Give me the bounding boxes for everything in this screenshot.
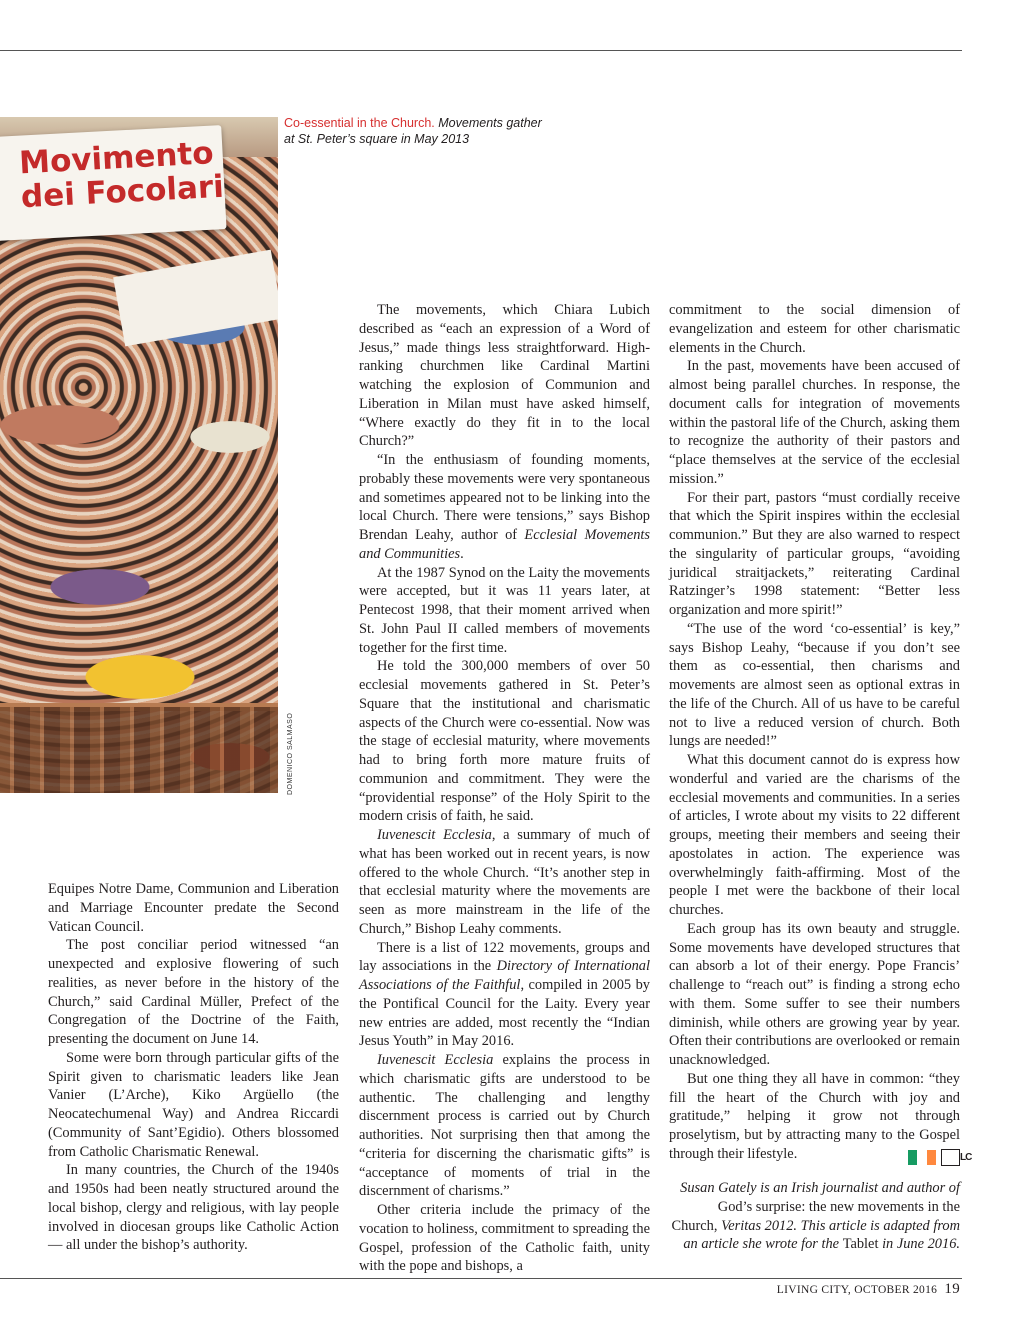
photo-caption [284, 115, 544, 147]
photo-credit: DOMENICO SALMASO [287, 712, 294, 795]
document-title: Iuvenescit Ecclesia [377, 827, 492, 843]
paragraph [359, 826, 650, 939]
photo-banner-text [18, 136, 224, 215]
flag-stripe-white [917, 1150, 926, 1165]
end-marks [890, 1148, 972, 1167]
banner-line-1: Movimento [18, 135, 215, 182]
crowd-photo [0, 117, 278, 793]
paragraph [359, 939, 650, 1052]
author-bio [669, 1179, 960, 1254]
banner-line-2: dei Focolari [20, 168, 225, 216]
irish-flag-icon [908, 1150, 936, 1165]
paragraph: He told the 300,000 members of over 50 ecclesial movements gathered in St. Peter’s Square that the institutional and charismatic aspects of the Church were co-essential. Now was the stage of ecclesial maturity, where movements had to bring forth more mature fruits of communion and commitment. They were the “providential response” of the Holy Spirit to the modern crisis of faith, he said. [359, 658, 650, 825]
directory-title: Directory of International Associations of the Faithful [359, 958, 650, 993]
paragraph-text: There is a list of 122 movements, groups and lay associations in the [359, 939, 650, 975]
page-number: 19 [944, 1281, 960, 1297]
column-1 [48, 880, 339, 1255]
paragraph-text: , compiled in 2005 by the Pontifical Council for the Laity. Every year new entries are added, most recently the “Indian Jesus Youth” in May 2016. [359, 977, 650, 1050]
paragraph: What this document cannot do is express how wonderful and varied are the charisms of the ecclesial movements and communities. In a series of articles, I wrote about my visits to 22 different groups, meeting their members and seeing their apostolates in action. The experience was overwhelmingly faith-affirming. Most of the people I met were the backbone of their local churches. [669, 752, 960, 918]
paragraph: The movements, which Chiara Lubich described as “each an expression of a Word of Jesus,” made things less straightforward. High-ranking churchmen like Cardinal Martini watching the explosion of Communion and Liberation in Milan must have asked himself, “Where exactly do they fit in to the local Church?” [359, 302, 650, 450]
caption-lead: Co-essential in the Church. [284, 116, 435, 130]
paragraph: At the 1987 Synod on the Laity the movements were accepted, but it was 11 years later, at Pentecost 1998, that their moment arrived when St. John Paul II called members of movements together for the first time. [359, 564, 650, 656]
bio-text: in June 2016. [882, 1236, 960, 1253]
paragraph: Other criteria include the primacy of the vocation to holiness, commitment to spreading the Gospel, profession of the Catholic faith, unity with the pope and bishops, a [359, 1202, 650, 1275]
bottom-rule [0, 1278, 962, 1279]
flag-stripe-orange [927, 1150, 936, 1165]
book-title: Ecclesial Movements and Communities [359, 527, 650, 562]
paragraph-text: “In the enthusiasm of founding moments, probably these movements were very spontaneous and sometimes appeared not to be linking into the local Church. There were tensions,” says Bishop Brendan Leahy, author of [359, 452, 650, 543]
paragraph: Equipes Notre Dame, Communion and Liberation and Marriage Encounter predate the Second Vatican Council. [48, 881, 339, 935]
page-footer [777, 1281, 960, 1298]
paragraph: Some were born through particular gifts of the Spirit given to charismatic leaders like Jean Vanier (L’Arche), Kiko Argüello (the Neocatechumenal Way) and Andrea Riccardi (Community of Sant’Egidio). Others blossomed from Catholic Charismatic Renewal. [48, 1049, 339, 1160]
bio-book: God’s surprise: the new movements in the Church, [671, 1198, 960, 1234]
paragraph-text: But one thing they all have in common: “they fill the heart of the Church with joy and gratitude,” helping it grow not through proselytism, but by attracting many to the Gospel through their lifestyle. [669, 1070, 960, 1162]
photo-railing [0, 707, 278, 793]
bio-magazine: Tablet [842, 1236, 879, 1253]
paragraph: In the past, movements have been accused of almost being parallel churches. In response, the document calls for integration of movements within the pastoral life of the Church, asking them to recognize the authority of their pastors and “place themselves at the service of the ecclesial mission.” [669, 358, 960, 487]
living-city-logo-icon: LC [941, 1149, 960, 1166]
paragraph: “The use of the word ‘co-essential’ is key,” says Bishop Leahy, “because if you don’t see them as co-essential, then charisms and movements are almost seen as optional extras in the life of the Church. All of us have to be careful not to live a reduced version of church. Both lungs are needed!” [669, 620, 960, 750]
photo-banner-secondary [113, 250, 278, 347]
paragraph-text: , a summary of much of what has been worked out in recent years, is now offered to the whole Church. “It’s another step in that ecclesial maturity where the movements are seen as more mainstream in the life of the Church,” Bishop Leahy comments. [359, 827, 650, 937]
paragraph: Each group has its own beauty and struggle. Some movements have developed structures that can absorb a lot of their energy. Pope Francis’ challenge to “reach out” is finding a strong echo with them. Some suffer to see their numbers diminish, while others are growing year by year. Often their contributions are overlooked or remain unacknowledged. [669, 920, 960, 1068]
paragraph-text: . [460, 545, 464, 562]
column-2 [359, 301, 650, 1276]
paragraph: commitment to the social dimension of evangelization and esteem for other charismatic elements in the Church. [669, 302, 960, 356]
paragraph-text: explains the process in which charismatic gifts are understood to be authentic. The challenging and lengthy discernment process is carried out by Church authorities. Not surprising then that among the “criteria for discerning the charismatic gifts” is “acceptance of moments of trial in the discernment of charisms.” [359, 1052, 650, 1200]
paragraph [669, 1070, 972, 1164]
top-rule [0, 50, 962, 51]
document-title: Iuvenescit Ecclesia [377, 1052, 494, 1068]
paragraph: In many countries, the Church of the 1940s and 1950s had been neatly structured around the local bishop, clergy and religious, with lay people involved in diocesan groups like Catholic Action — all under the bishop’s authority. [48, 1162, 339, 1254]
paragraph: The post conciliar period witnessed “an unexpected and explosive flowering of such realities, as never before in the history of the Church,” said Cardinal Müller, Prefect of the Congregation of the Doctrine of the Faith, presenting the document on June 14. [48, 937, 339, 1047]
bio-text: Veritas 2012. This article is adapted from an article she wrote for the [683, 1217, 960, 1253]
column-3 [669, 301, 972, 1167]
paragraph: For their part, pastors “must cordially receive that which the Spirit inspires within the ecclesial communion.” But they are also warned to respect the singularity of particular groups, “avoiding juridical straitjackets,” reiterating Cardinal Ratzinger’s 1998 statement: “Better less organization and more spirit!” [669, 489, 960, 618]
paragraph [359, 451, 650, 564]
bio-text: Susan Gately is an Irish journalist and author of [680, 1180, 960, 1196]
flag-stripe-green [908, 1150, 917, 1165]
publication-name: LIVING CITY, OCTOBER 2016 [776, 1284, 938, 1296]
caption-rest: Movements gather at St. Peter’s square in May 2013 [284, 116, 542, 146]
paragraph [359, 1051, 650, 1201]
